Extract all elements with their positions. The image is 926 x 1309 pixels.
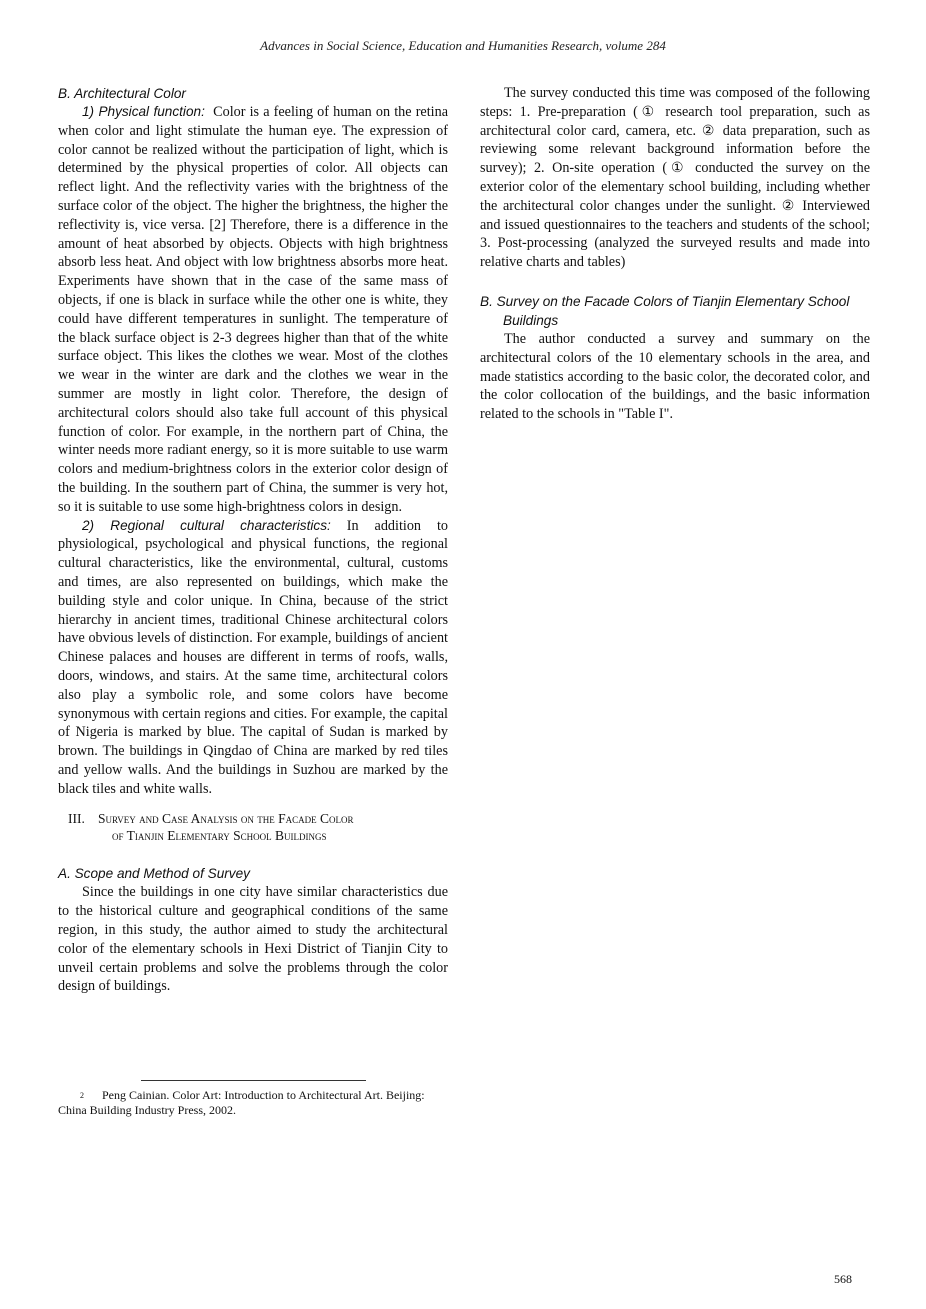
section-heading-iii	[58, 810, 448, 844]
footnote-rule	[141, 1080, 366, 1081]
paragraph-regional-cultural	[58, 517, 448, 799]
paragraph-text: Color is a feeling of human on the retina when color and light stimulate the human eye. The expression of color cannot be realized without the participation of light, which is determined by the physical properties of color. All objects can reflect light. And the reflectivity varies with the brightness of the surface color of the object. The higher the brightness, the higher the reflectivity is, vice versa. [2] Therefore, there is a difference in the amount of heat absorbed by objects. Objects with high brightness absorb less heat. And object with low brightness absorbs more heat. Experiments have shown that in the case of the same mass of objects, if one is black in surface while the other one is white, they could have different temperatures in sunlight. The temperature of the black surface object is 2-3 degrees higher than that of the white surface object. This likes the clothes we wear. Most of the clothes we wear in the winter are dark and the clothes we wear in the summer are mostly in light color. Therefore, the design of architectural colors should also take full account of this physical function of color. For example, in the northern part of China, the winter needs more radiant energy, so it is more suitable to use warm colors and medium-brightness colors in the exterior color design of the building. In the southern part of China, the summer is very hot, so it is suitable to use some high-brightness colors in design.	[58, 104, 449, 515]
paragraph-scope: Since the buildings in one city have similar characteristics due to the historical culture and geographical conditions of the same region, in this study, the author aimed to study the architectural color of the elementary schools in Hexi District of Tianjin City to unveil certain problems and solve the problems through the color design of buildings.	[58, 884, 448, 995]
running-header: Advances in Social Science, Education and Humanities Research, volume 284	[260, 38, 666, 53]
section-heading-scope-method: A. Scope and Method of Survey	[58, 866, 250, 882]
section-title-line1: Survey and Case Analysis on the Facade Color	[98, 811, 354, 827]
run-in-heading-regional-cultural: 2) Regional cultural characteristics:	[82, 517, 331, 533]
footnote	[58, 1088, 448, 1118]
paragraph-text: In addition to physiological, psychological and physical functions, the regional cultural characteristics, like the environmental, cultural, customs and times, are also represented on buildings, which make the building style and color unique. In China, because of the strict hierarchy in ancient times, traditional Chinese architectural colors have obvious levels of distinction. For example, buildings of ancient Chinese palaces and houses are different in terms of roofs, walls, doors, windows, and stairs. At the same time, architectural colors also play a symbolic role, and some colors have become synonymous with certain regions and cities. For example, the capital of Nigeria is marked by blue. The capital of Sudan is marked by brown. The buildings in Qingdao of China are marked by red tiles and yellow walls. And the buildings in Suzhou are marked by the black tiles and white walls.	[58, 517, 449, 797]
section-number: III.	[68, 811, 85, 827]
footnote-text: Peng Cainian. Color Art: Introduction to Architectural Art. Beijing: China Building Industry Press, 2002.	[58, 1088, 425, 1117]
section-title-line2: of Tianjin Elementary School Buildings	[112, 828, 327, 844]
right-column	[480, 84, 870, 424]
page-number: 568	[834, 1272, 852, 1286]
left-column	[58, 84, 448, 996]
paragraph-survey-summary: The author conducted a survey and summary on the architectural colors of the 10 elementary schools in the area, and made statistics according to the basic color, the decorated color, and the color collocation of the buildings, and the basic information related to the schools in "Table I".	[480, 330, 870, 423]
paragraph-survey-steps: The survey conducted this time was composed of the following steps: 1. Pre-preparation (① research tool preparation, such as architectural color card, camera, etc. ② data preparation, such as reviewing some relevant background information before the survey); 2. On-site operation (① conducted the survey on the exterior color of the elementary school building, including whether the architectural color changes under the sunlight. ② Interviewed and issued questionnaires to the teachers and students of the school; 3. Post-processing (analyzed the surveyed results and made into relative charts and tables)	[480, 85, 870, 271]
section-heading-architectural-color: B. Architectural Color	[58, 86, 186, 101]
section-heading-facade-survey: B. Survey on the Facade Colors of Tianjin Elementary School Buildings	[480, 293, 850, 328]
paragraph-physical-function	[58, 103, 448, 517]
footnote-mark: 2	[80, 1091, 84, 1100]
run-in-heading-physical-function: 1) Physical function:	[82, 104, 205, 119]
